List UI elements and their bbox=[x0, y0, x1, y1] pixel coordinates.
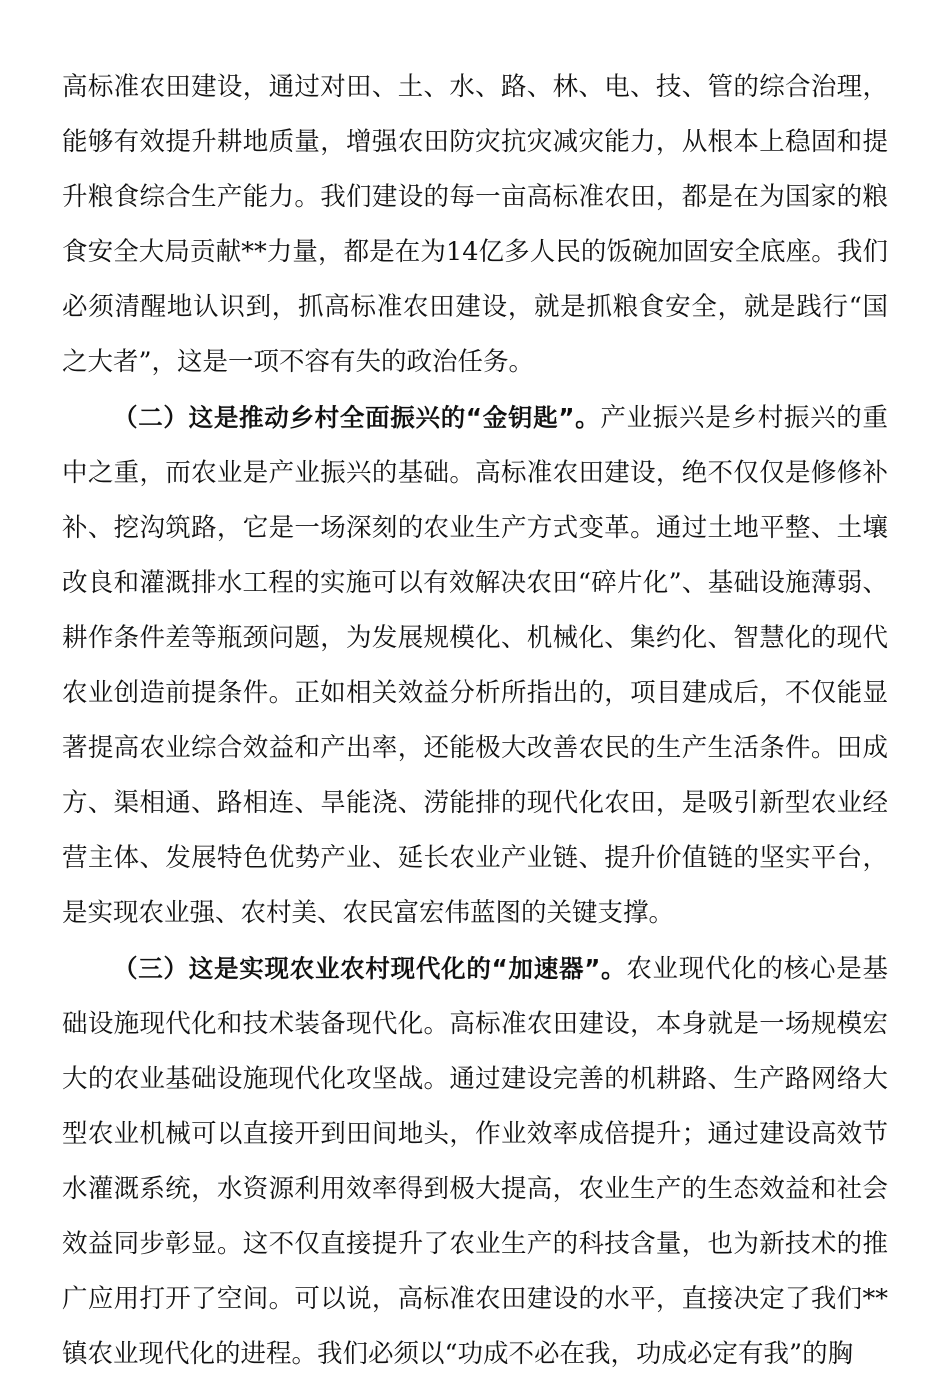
document-page bbox=[62, 60, 888, 1382]
paragraph-3-body: 农业现代化的核心是基础设施现代化和技术装备现代化。高标准农田建设，本身就是一场规模宏大的农业基础设施现代化攻坚战。通过建设完善的机耕路、生产路网络大型农业机械可以直接开到田间地头，作业效率成倍提升；通过建设高效节水灌溉系统，水资源利用效率得到极大提高，农业生产的生态效益和社会效益同步彰显。这不仅直接提升了农业生产的科技含量，也为新技术的推广应用打开了空间。可以说，高标准农田建设的水平，直接决定了我们**镇农业现代化的进程。我们必须以“功成不必在我，功成必定有我”的胸 bbox=[62, 954, 888, 1369]
paragraph-2 bbox=[62, 390, 888, 941]
paragraph-3 bbox=[62, 941, 888, 1382]
paragraph-1: 高标准农田建设，通过对田、土、水、路、林、电、技、管的综合治理，能够有效提升耕地质量，增强农田防灾抗灾减灾能力，从根本上稳固和提升粮食综合生产能力。我们建设的每一亩高标准农田，都是在为国家的粮食安全大局贡献**力量，都是在为14亿多人民的饭碗加固安全底座。我们必须清醒地认识到，抓高标准农田建设，就是抓粮食安全，就是践行“国之大者”，这是一项不容有失的政治任务。 bbox=[62, 72, 888, 377]
section-heading-3: （三）这是实现农业农村现代化的“加速器”。 bbox=[113, 954, 627, 983]
paragraph-2-body: 产业振兴是乡村振兴的重中之重，而农业是产业振兴的基础。高标准农田建设，绝不仅仅是修修补补、挖沟筑路，它是一场深刻的农业生产方式变革。通过土地平整、土壤改良和灌溉排水工程的实施可以有效解决农田“碎片化”、基础设施薄弱、耕作条件差等瓶颈问题，为发展规模化、机械化、集约化、智慧化的现代农业创造前提条件。正如相关效益分析所指出的，项目建成后，不仅能显著提高农业综合效益和产出率，还能极大改善农民的生产生活条件。田成方、渠相通、路相连、旱能浇、涝能排的现代化农田，是吸引新型农业经营主体、发展特色优势产业、延长农业产业链、提升价值链的坚实平台，是实现农业强、农村美、农民富宏伟蓝图的关键支撑。 bbox=[62, 403, 888, 928]
section-heading-2: （二）这是推动乡村全面振兴的“金钥匙”。 bbox=[113, 403, 601, 432]
